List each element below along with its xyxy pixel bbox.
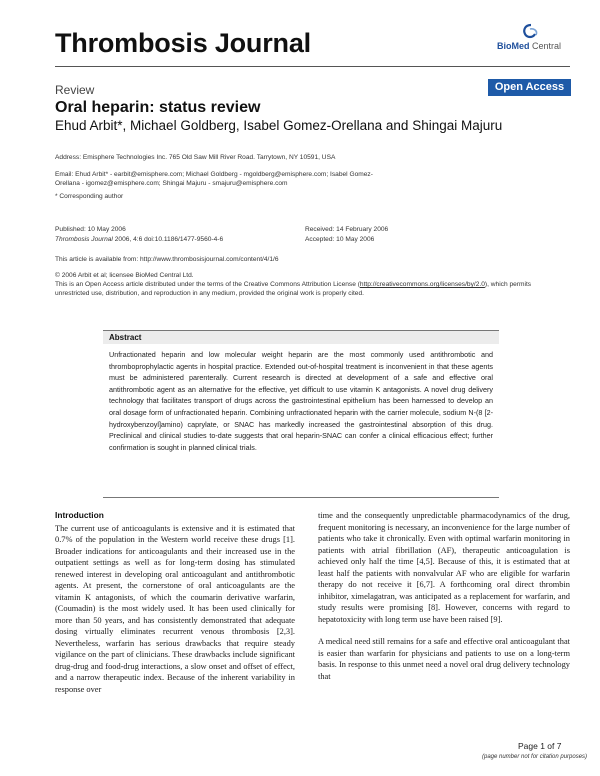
header-divider: [55, 66, 570, 67]
received-date: Received: 14 February 2006: [305, 226, 389, 233]
abstract-heading: Abstract: [109, 333, 142, 342]
abstract-box: [103, 330, 499, 498]
biomed-central-logo: [497, 23, 567, 55]
corresponding-author-note: * Corresponding author: [55, 193, 124, 200]
body-paragraph: A medical need still remains for a safe and effective oral anticoagulant that is easier than warfarin for physicians and patients to use on a long-term basis. In response to this unmet need a novel oral drug delivery technology that: [318, 637, 570, 681]
biomed-central-swirl-icon: [521, 23, 541, 41]
article-type: Review: [55, 83, 95, 97]
published-date: Published: 10 May 2006: [55, 226, 126, 233]
accepted-date: Accepted: 10 May 2006: [305, 236, 375, 243]
article-title: Oral heparin: status review: [55, 99, 261, 116]
author-address: Address: Emisphere Technologies Inc. 765 Old Saw Mill River Road. Tarrytown, NY 10591, USA: [55, 154, 336, 161]
license-link[interactable]: http://creativecommons.org/licenses/by/2.0: [359, 281, 485, 288]
journal-title: Thrombosis Journal: [55, 28, 311, 58]
citation: Thrombosis Journal 2006, 4:6 doi:10.1186/1477-9560-4-6: [55, 236, 224, 243]
abstract-text: Unfractionated heparin and low molecular weight heparin are the most commonly used antithrombotic and thromboprophylactic agents in hospital practice. Extended out-of-hospital treatment is inconvenient in that these agents must be administered parenterally. Current research is directed at development of a safe and effective oral antithrombotic agent as an alternative for the effective, yet difficult to use vitamin K antagonists. A novel drug delivery technology that facilitates transport of drugs across the gastrointestinal epithelium has been harnessed to develop an oral dosage form of unfractionated heparin. Combining unfractionated heparin with the carrier molecule, sodium N-(8 [2-hydroxybenzoyl]amino) caprylate, or SNAC has markedly increased the gastrointestinal absorption of this drug. Preclinical and clinical studies to-date suggests that oral heparin-SNAC can confer a clinical efficacious effect; further confirmation is sought in planned clinical trials.: [109, 350, 493, 452]
body-column-right: [318, 510, 570, 682]
biomed-central-wordmark: BioMed Central: [497, 41, 562, 51]
page-number: Page 1 of 7: [518, 741, 562, 751]
author-emails: Email: Ehud Arbit* - earbit@emisphere.com; Michael Goldberg - mgoldberg@emisphere.com; Isabel Gomez- Orellana - igomez@emisphere.com; Shingai Majuru - smajuru@emisphere.com: [55, 171, 373, 187]
body-paragraph: time and the consequently unpredictable pharmacodynamics of the drug, frequent monitoring is necessary, an inconvenience for the large number of patients who take it chronically. Even with optimal warfarin monitoring in patients with atrial fibrillation (AF), therapeutic anticoagulation is achieved only half the time [4,5]. Because of this, it is estimated that at least half the patients with nonvalvular AF who are eligible for warfarin therapy do not receive it [6,7]. A forthcoming oral direct thrombin inhibitor, ximelagatran, was anticipated as a replacement for warfarin, and study results were promising [8]. However, concerns with regard to hepatotoxicity with long term use have been raised [9].: [318, 511, 570, 624]
introduction-heading: Introduction: [55, 510, 104, 520]
open-access-badge: Open Access: [488, 79, 571, 96]
license-statement: This is an Open Access article distributed under the terms of the Creative Commons Attribution License (http://creativecommons.org/licenses/by/2.0), which permits unrestricted use, distribution, and reproduction in any medium, provided the original work is properly cited.: [55, 281, 532, 297]
article-url[interactable]: This article is available from: http://www.thrombosisjournal.com/content/4/1/6: [55, 256, 279, 263]
body-column-left: [55, 510, 295, 695]
copyright: © 2006 Arbit et al; licensee BioMed Central Ltd.: [55, 272, 194, 279]
intro-paragraph: The current use of anticoagulants is extensive and it is estimated that 0.7% of the population in the Western world receive these drugs [1]. Broader indications for anticoagulants and their increased use in the outpatient settings as well as for long-term dosing has stimulated renewed interest in developing oral anticoagulant and antithrombotic agents. At present, the cornerstone of oral anticoagulants are the vitamin K antagonists, of which the coumarin derivative warfarin, (Coumadin) is the most widely used. It has been used clinically for more than 50 years, and has consistently demonstrated that adequate dosing virtually eliminates recurrent venous thrombosis [2,3]. Nevertheless, warfarin has serious drawbacks that require steady vigilance on the part of clinicians. These drawbacks include significant drug-drug and food-drug interactions, a slow onset and offset of effect, and a narrow therapeutic index. Because of the inherent variability in response over: [55, 523, 295, 694]
page-number-note: (page number not for citation purposes): [482, 754, 588, 760]
author-list: Ehud Arbit*, Michael Goldberg, Isabel Gomez-Orellana and Shingai Majuru: [55, 118, 503, 133]
